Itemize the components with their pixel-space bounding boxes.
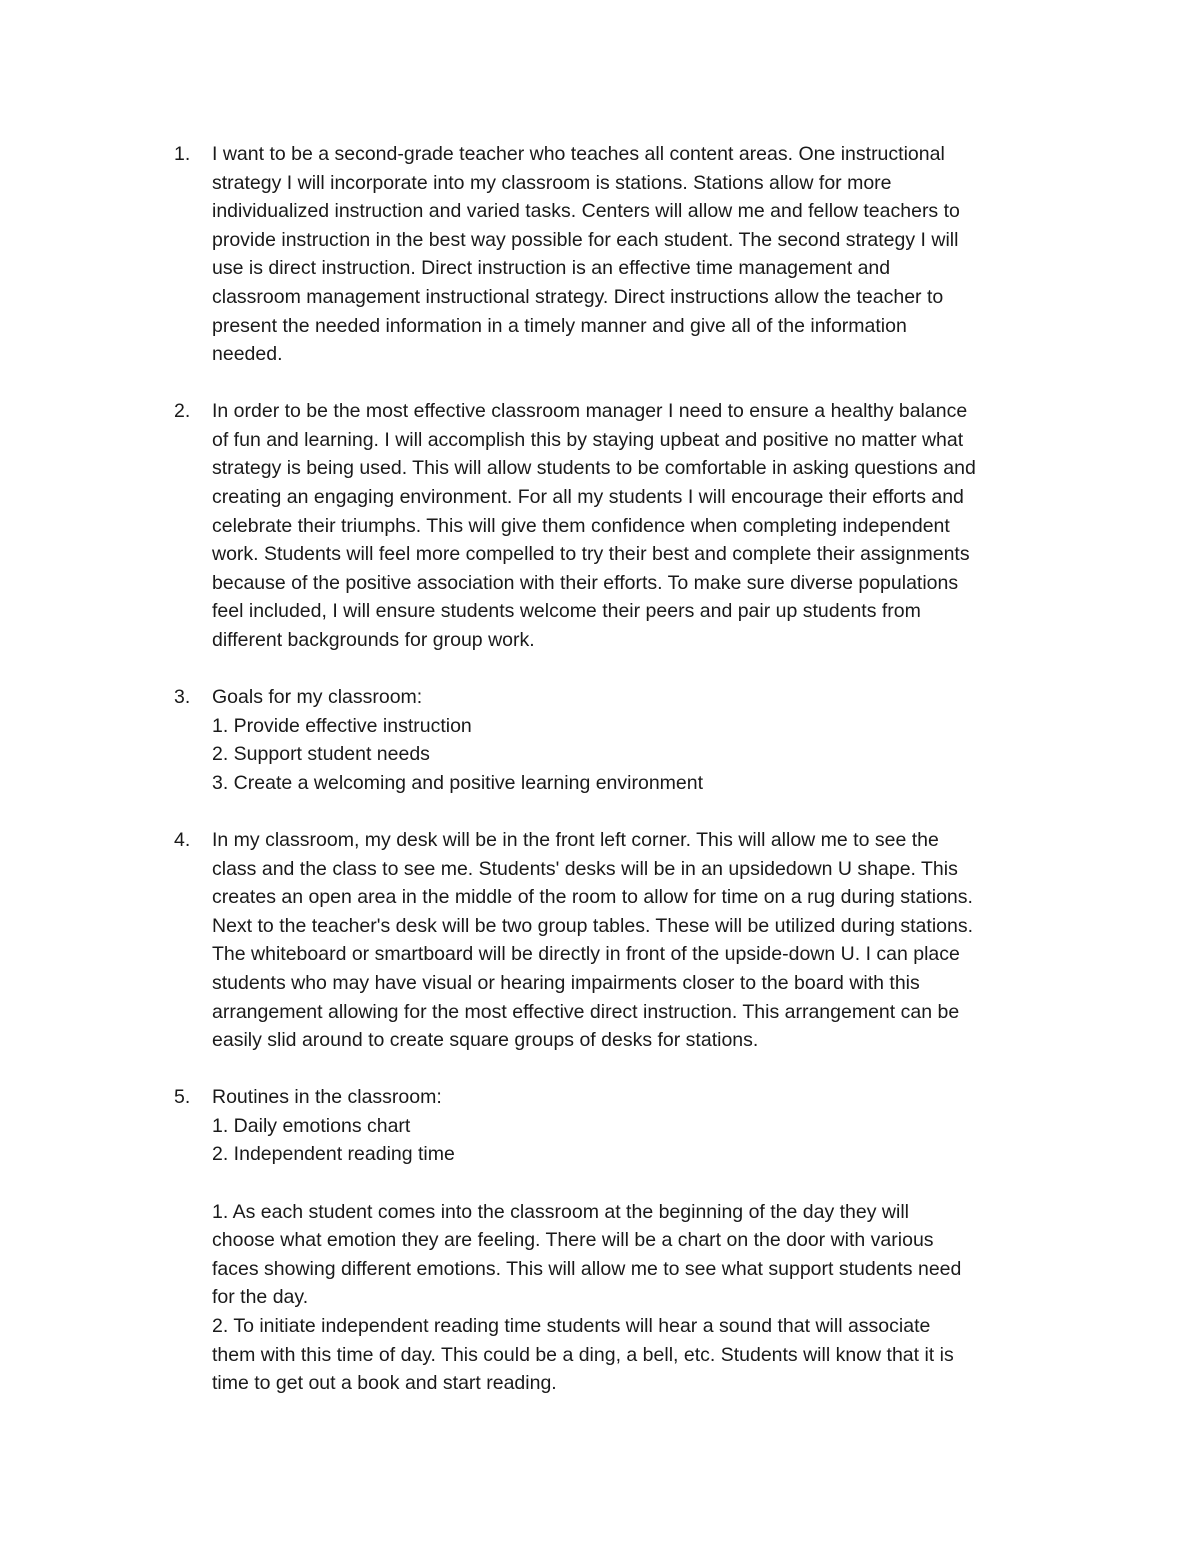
list-item-text <box>212 826 1074 1055</box>
list-item <box>174 683 1074 797</box>
text-line: classroom management instructional strategy. Direct instructions allow the teacher to <box>212 285 944 308</box>
text-line: easily slid around to create square groups of desks for stations. <box>212 1029 759 1052</box>
text-line: feel included, I will ensure students welcome their peers and pair up students from <box>212 600 921 623</box>
text-line: work. Students will feel more compelled to try their best and complete their assignments <box>212 543 970 566</box>
text-line: because of the positive association with their efforts. To make sure diverse populations <box>212 571 959 594</box>
text-line: 1. Daily emotions chart <box>212 1114 411 1137</box>
text-line: of fun and learning. I will accomplish this by staying upbeat and positive no matter what <box>212 428 964 451</box>
list-item-text <box>212 397 1074 654</box>
list-item-number: 5. <box>174 1086 191 1109</box>
list-item-text <box>212 1083 1074 1398</box>
text-line: Routines in the classroom: <box>212 1086 442 1109</box>
paragraph-gap <box>212 1169 1074 1198</box>
list-item-text <box>212 683 1074 797</box>
text-line: choose what emotion they are feeling. There will be a chart on the door with various <box>212 1229 934 1252</box>
text-line: 2. To initiate independent reading time students will hear a sound that will associate <box>212 1314 931 1337</box>
text-line: Goals for my classroom: <box>212 686 423 709</box>
text-line: needed. <box>212 343 283 366</box>
text-line: time to get out a book and start reading. <box>212 1372 557 1395</box>
text-line: faces showing different emotions. This will allow me to see what support students need <box>212 1257 962 1280</box>
list-item-text <box>212 140 1074 369</box>
document-body <box>174 140 1074 1426</box>
text-line: celebrate their triumphs. This will give them confidence when completing independent <box>212 514 950 537</box>
text-line: class and the class to see me. Students' desks will be in an upsidedown U shape. This <box>212 857 958 880</box>
text-line: 3. Create a welcoming and positive learning environment <box>212 771 704 794</box>
list-item-number: 3. <box>174 686 191 709</box>
text-line: arrangement allowing for the most effective direct instruction. This arrangement can be <box>212 1000 960 1023</box>
text-line: In order to be the most effective classroom manager I need to ensure a healthy balance <box>212 400 968 423</box>
list-item <box>174 140 1074 369</box>
text-line: creates an open area in the middle of the room to allow for time on a rug during stations. <box>212 886 973 909</box>
list-item-number: 1. <box>174 143 191 165</box>
list-item-number: 2. <box>174 400 191 423</box>
text-line: individualized instruction and varied tasks. Centers will allow me and fellow teachers to <box>212 200 960 223</box>
list-item-number: 4. <box>174 828 191 851</box>
text-line: strategy I will incorporate into my classroom is stations. Stations allow for more <box>212 171 892 194</box>
text-line: students who may have visual or hearing impairments closer to the board with this <box>212 971 920 994</box>
list-item <box>174 397 1074 654</box>
text-line: I want to be a second-grade teacher who teaches all content areas. One instructional <box>212 143 945 165</box>
list-item <box>174 1083 1074 1398</box>
text-line: 1. As each student comes into the classroom at the beginning of the day they will <box>212 1200 909 1223</box>
text-line: present the needed information in a timely manner and give all of the information <box>212 314 907 337</box>
text-line: Next to the teacher's desk will be two group tables. These will be utilized during stations. <box>212 914 974 937</box>
text-line: different backgrounds for group work. <box>212 629 535 651</box>
text-line: them with this time of day. This could be a ding, a bell, etc. Students will know that it is <box>212 1343 954 1366</box>
list-item <box>174 826 1074 1055</box>
text-line: 2. Support student needs <box>212 743 430 766</box>
text-line: for the day. <box>212 1286 309 1309</box>
text-line: In my classroom, my desk will be in the front left corner. This will allow me to see the <box>212 828 939 851</box>
text-line: The whiteboard or smartboard will be directly in front of the upside-down U. I can place <box>212 943 960 966</box>
text-line: provide instruction in the best way possible for each student. The second strategy I will <box>212 228 959 251</box>
text-line: 2. Independent reading time <box>212 1143 455 1166</box>
text-line: creating an engaging environment. For all my students I will encourage their efforts and <box>212 486 964 509</box>
text-line: use is direct instruction. Direct instruction is an effective time management and <box>212 257 891 280</box>
text-line: 1. Provide effective instruction <box>212 714 472 737</box>
text-line: strategy is being used. This will allow students to be comfortable in asking questions and <box>212 457 976 480</box>
